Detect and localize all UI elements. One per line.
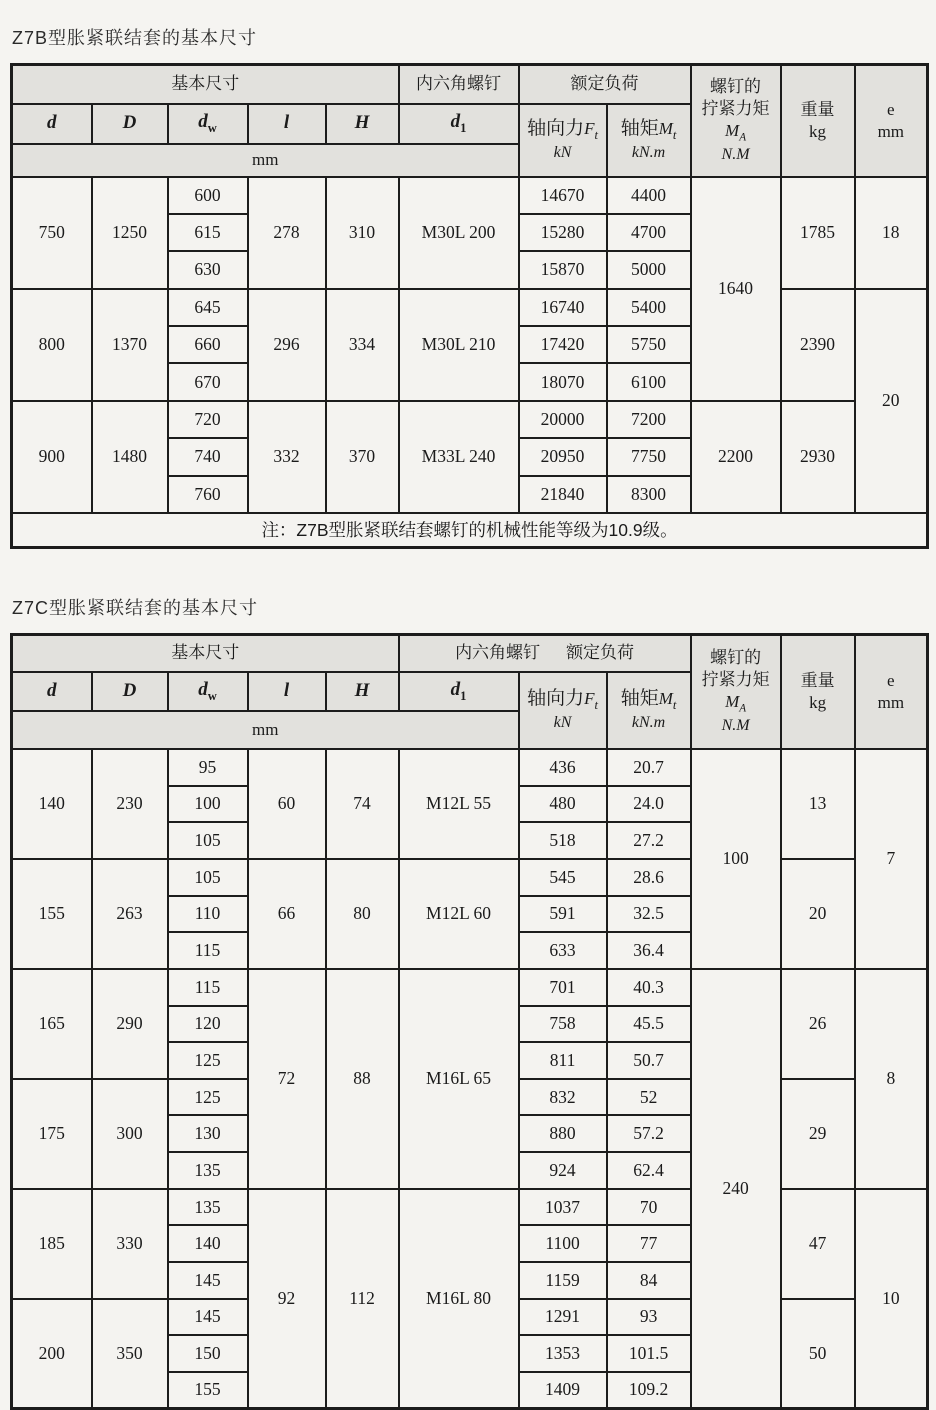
table-cell: 2390 <box>781 289 855 401</box>
table-cell: 334 <box>326 289 399 401</box>
z7b-spec-table <box>10 63 929 549</box>
table-cell: 47 <box>781 1189 855 1299</box>
col-H: H <box>326 104 399 144</box>
table-cell: 436 <box>519 749 607 786</box>
header-tightening-torque <box>691 65 781 177</box>
table-cell: 32.5 <box>607 896 691 933</box>
table-cell: 2200 <box>691 401 781 513</box>
table-cell: 660 <box>168 326 248 363</box>
table-cell: M12L 60 <box>399 859 519 969</box>
table-cell: 105 <box>168 859 248 896</box>
col-axial-force <box>519 104 607 177</box>
weight-unit: kg <box>809 692 827 712</box>
table-cell: 18070 <box>519 363 607 400</box>
table-cell: 6100 <box>607 363 691 400</box>
table-cell: 135 <box>168 1152 248 1189</box>
table-cell: 115 <box>168 932 248 969</box>
table-cell: 36.4 <box>607 932 691 969</box>
table-cell: 52 <box>607 1079 691 1116</box>
table-cell: 125 <box>168 1042 248 1079</box>
header-hex-screw-rated-load <box>399 634 691 672</box>
table-cell: 740 <box>168 438 248 475</box>
table-note: 注：Z7B型胀紧联结套螺钉的机械性能等级为10.9级。 <box>12 513 928 547</box>
table-row <box>12 749 928 786</box>
table-cell: 20950 <box>519 438 607 475</box>
table-cell: 480 <box>519 786 607 823</box>
table-cell: 15280 <box>519 214 607 251</box>
table-cell: 140 <box>168 1225 248 1262</box>
z7b-table-body <box>12 177 928 548</box>
table-cell: 92 <box>248 1189 326 1409</box>
table-cell: 15870 <box>519 251 607 288</box>
table-cell: 5400 <box>607 289 691 326</box>
table-row <box>12 177 928 214</box>
table-cell: 5000 <box>607 251 691 288</box>
col-D: D <box>92 672 168 711</box>
table-cell: 1785 <box>781 177 855 289</box>
col-dw: $d_w$ <box>168 672 248 711</box>
table-cell: 811 <box>519 1042 607 1079</box>
table-cell: 832 <box>519 1079 607 1116</box>
table-cell: 300 <box>92 1079 168 1189</box>
table-cell: 20 <box>781 859 855 969</box>
col-l: l <box>248 104 326 144</box>
table-row <box>12 859 928 896</box>
table-cell: 591 <box>519 896 607 933</box>
table-cell: 518 <box>519 822 607 859</box>
e-unit: mm <box>877 692 905 712</box>
table-cell: 2930 <box>781 401 855 513</box>
col-axial-torque <box>607 104 691 177</box>
table-cell: 155 <box>168 1372 248 1409</box>
axial-force-label: 轴向力$F_t$ <box>527 688 598 712</box>
table-cell: 1100 <box>519 1225 607 1262</box>
table-cell: 7200 <box>607 401 691 438</box>
table-cell: 200 <box>12 1299 92 1409</box>
table-row <box>12 289 928 326</box>
table-cell: 66 <box>248 859 326 969</box>
table-cell: 1250 <box>92 177 168 289</box>
table-cell: 110 <box>168 896 248 933</box>
table-cell: 1640 <box>691 177 781 401</box>
table-cell: 800 <box>12 289 92 401</box>
table-cell: 20.7 <box>607 749 691 786</box>
torque-symbol: $M_A$ <box>725 120 747 144</box>
col-d: d <box>12 672 92 711</box>
table-cell: M30L 200 <box>399 177 519 289</box>
table-cell: 900 <box>12 401 92 513</box>
table-cell: 130 <box>168 1115 248 1152</box>
table-cell: 1353 <box>519 1335 607 1372</box>
table-cell: 370 <box>326 401 399 513</box>
table-cell: 615 <box>168 214 248 251</box>
table-cell: 40.3 <box>607 969 691 1006</box>
axial-force-label: 轴向力$F_t$ <box>527 117 598 142</box>
table-cell: M12L 55 <box>399 749 519 859</box>
torque-label-line1: 螺钉的 <box>710 76 762 96</box>
table-cell: 24.0 <box>607 786 691 823</box>
table-cell: 17420 <box>519 326 607 363</box>
table-cell: 645 <box>168 289 248 326</box>
table-cell: 60 <box>248 749 326 859</box>
col-H: H <box>326 672 399 711</box>
weight-label: 重量 <box>800 670 835 690</box>
axial-force-unit: kN <box>553 143 572 161</box>
table-cell: 760 <box>168 476 248 513</box>
table-cell: 4400 <box>607 177 691 214</box>
table-cell: 175 <box>12 1079 92 1189</box>
header-weight <box>781 634 855 749</box>
header-tightening-torque <box>691 634 781 749</box>
table-cell: 240 <box>691 969 781 1409</box>
table-cell: 1159 <box>519 1262 607 1299</box>
table-cell: 16740 <box>519 289 607 326</box>
col-d1: $d_1$ <box>399 104 519 144</box>
torque-unit: N.M <box>721 145 750 163</box>
table-row <box>12 969 928 1006</box>
header-basic-dimensions: 基本尺寸 <box>12 634 399 672</box>
table-cell: 1370 <box>92 289 168 401</box>
table-cell: 62.4 <box>607 1152 691 1189</box>
table-cell: 105 <box>168 822 248 859</box>
z7c-table-body <box>12 749 928 1409</box>
table-cell: 150 <box>168 1335 248 1372</box>
note-row <box>12 513 928 547</box>
table-row <box>12 401 928 438</box>
table-cell: 290 <box>92 969 168 1079</box>
table-cell: 185 <box>12 1189 92 1299</box>
table-cell: 74 <box>326 749 399 859</box>
rated-load-label: 额定负荷 <box>566 643 635 663</box>
table-cell: 14670 <box>519 177 607 214</box>
table-cell: 670 <box>168 363 248 400</box>
table-cell: 5750 <box>607 326 691 363</box>
table-cell: 1409 <box>519 1372 607 1409</box>
table-cell: 77 <box>607 1225 691 1262</box>
torque-label-line2: 拧紧力矩 <box>701 98 770 118</box>
header-hex-screw: 内六角螺钉 <box>399 65 519 104</box>
e-unit: mm <box>877 121 905 141</box>
col-l: l <box>248 672 326 711</box>
table-cell: 701 <box>519 969 607 1006</box>
axial-force-unit: kN <box>553 714 572 732</box>
torque-symbol: $M_A$ <box>725 691 747 715</box>
col-dw: $d_w$ <box>168 104 248 144</box>
table-cell: 88 <box>326 969 399 1189</box>
table-cell: 10 <box>855 1189 928 1409</box>
table-cell: 95 <box>168 749 248 786</box>
weight-label: 重量 <box>800 99 835 119</box>
table-cell: 758 <box>519 1006 607 1043</box>
header-mm-unit: mm <box>12 144 519 177</box>
table-cell: 120 <box>168 1006 248 1043</box>
table-cell: 880 <box>519 1115 607 1152</box>
torque-unit: N.M <box>721 716 750 734</box>
table-cell: 20000 <box>519 401 607 438</box>
header-rated-load: 额定负荷 <box>519 65 691 104</box>
table-cell: 720 <box>168 401 248 438</box>
table-cell: 50 <box>781 1299 855 1409</box>
table-cell: M30L 210 <box>399 289 519 401</box>
table-cell: 80 <box>326 859 399 969</box>
table-cell: 101.5 <box>607 1335 691 1372</box>
table-cell: 155 <box>12 859 92 969</box>
table-cell: 145 <box>168 1299 248 1336</box>
col-axial-torque <box>607 672 691 749</box>
table-cell: 21840 <box>519 476 607 513</box>
table-cell: 18 <box>855 177 928 289</box>
table-cell: 45.5 <box>607 1006 691 1043</box>
table-cell: 13 <box>781 749 855 859</box>
table-row <box>12 1189 928 1226</box>
header-mm-unit: mm <box>12 711 519 749</box>
table-cell: 545 <box>519 859 607 896</box>
table-cell: 28.6 <box>607 859 691 896</box>
e-label: e <box>887 670 895 690</box>
z7c-spec-table <box>10 633 929 1410</box>
table-cell: M33L 240 <box>399 401 519 513</box>
table-cell: 263 <box>92 859 168 969</box>
col-d1: $d_1$ <box>399 672 519 711</box>
table-cell: 57.2 <box>607 1115 691 1152</box>
table-cell: 230 <box>92 749 168 859</box>
table-cell: 330 <box>92 1189 168 1299</box>
table-cell: 278 <box>248 177 326 289</box>
table-cell: 8 <box>855 969 928 1189</box>
col-axial-force <box>519 672 607 749</box>
table-cell: 750 <box>12 177 92 289</box>
table-cell: 70 <box>607 1189 691 1226</box>
table-cell: M16L 80 <box>399 1189 519 1409</box>
axial-torque-label: 轴矩$M_t$ <box>620 117 677 142</box>
torque-label-line1: 螺钉的 <box>710 647 762 667</box>
table-cell: 633 <box>519 932 607 969</box>
table1-title: Z7B型胀紧联结套的基本尺寸 <box>12 28 258 48</box>
table-cell: 630 <box>168 251 248 288</box>
table-cell: 109.2 <box>607 1372 691 1409</box>
table-cell: 100 <box>691 749 781 969</box>
table-cell: 20 <box>855 289 928 513</box>
table-cell: 50.7 <box>607 1042 691 1079</box>
table-cell: 93 <box>607 1299 691 1336</box>
axial-torque-unit: kN.m <box>631 143 666 161</box>
table2-title: Z7C型胀紧联结套的基本尺寸 <box>12 597 259 618</box>
table-cell: 350 <box>92 1299 168 1409</box>
table-cell: 165 <box>12 969 92 1079</box>
table-cell: 8300 <box>607 476 691 513</box>
table-cell: 84 <box>607 1262 691 1299</box>
table-cell: 135 <box>168 1189 248 1226</box>
table-cell: 125 <box>168 1079 248 1116</box>
axial-torque-unit: kN.m <box>631 714 666 732</box>
table-cell: 7750 <box>607 438 691 475</box>
table-cell: 296 <box>248 289 326 401</box>
hex-screw-label: 内六角螺钉 <box>455 643 541 663</box>
table-cell: 1037 <box>519 1189 607 1226</box>
table-cell: 26 <box>781 969 855 1079</box>
table-cell: 332 <box>248 401 326 513</box>
table-cell: M16L 65 <box>399 969 519 1189</box>
table-cell: 7 <box>855 749 928 969</box>
axial-torque-label: 轴矩$M_t$ <box>620 688 677 712</box>
table-cell: 924 <box>519 1152 607 1189</box>
header-e <box>855 65 928 177</box>
weight-unit: kg <box>809 121 827 141</box>
header-e <box>855 634 928 749</box>
table-cell: 29 <box>781 1079 855 1189</box>
table-cell: 72 <box>248 969 326 1189</box>
col-d: d <box>12 104 92 144</box>
table-cell: 310 <box>326 177 399 289</box>
table-cell: 600 <box>168 177 248 214</box>
table-cell: 1291 <box>519 1299 607 1336</box>
table-cell: 27.2 <box>607 822 691 859</box>
col-D: D <box>92 104 168 144</box>
torque-label-line2: 拧紧力矩 <box>701 669 770 689</box>
table-cell: 112 <box>326 1189 399 1409</box>
e-label: e <box>887 99 895 119</box>
header-basic-dimensions: 基本尺寸 <box>12 65 399 104</box>
table-cell: 100 <box>168 786 248 823</box>
table-cell: 1480 <box>92 401 168 513</box>
header-weight <box>781 65 855 177</box>
table-cell: 4700 <box>607 214 691 251</box>
table-cell: 115 <box>168 969 248 1006</box>
table-cell: 140 <box>12 749 92 859</box>
table-cell: 145 <box>168 1262 248 1299</box>
